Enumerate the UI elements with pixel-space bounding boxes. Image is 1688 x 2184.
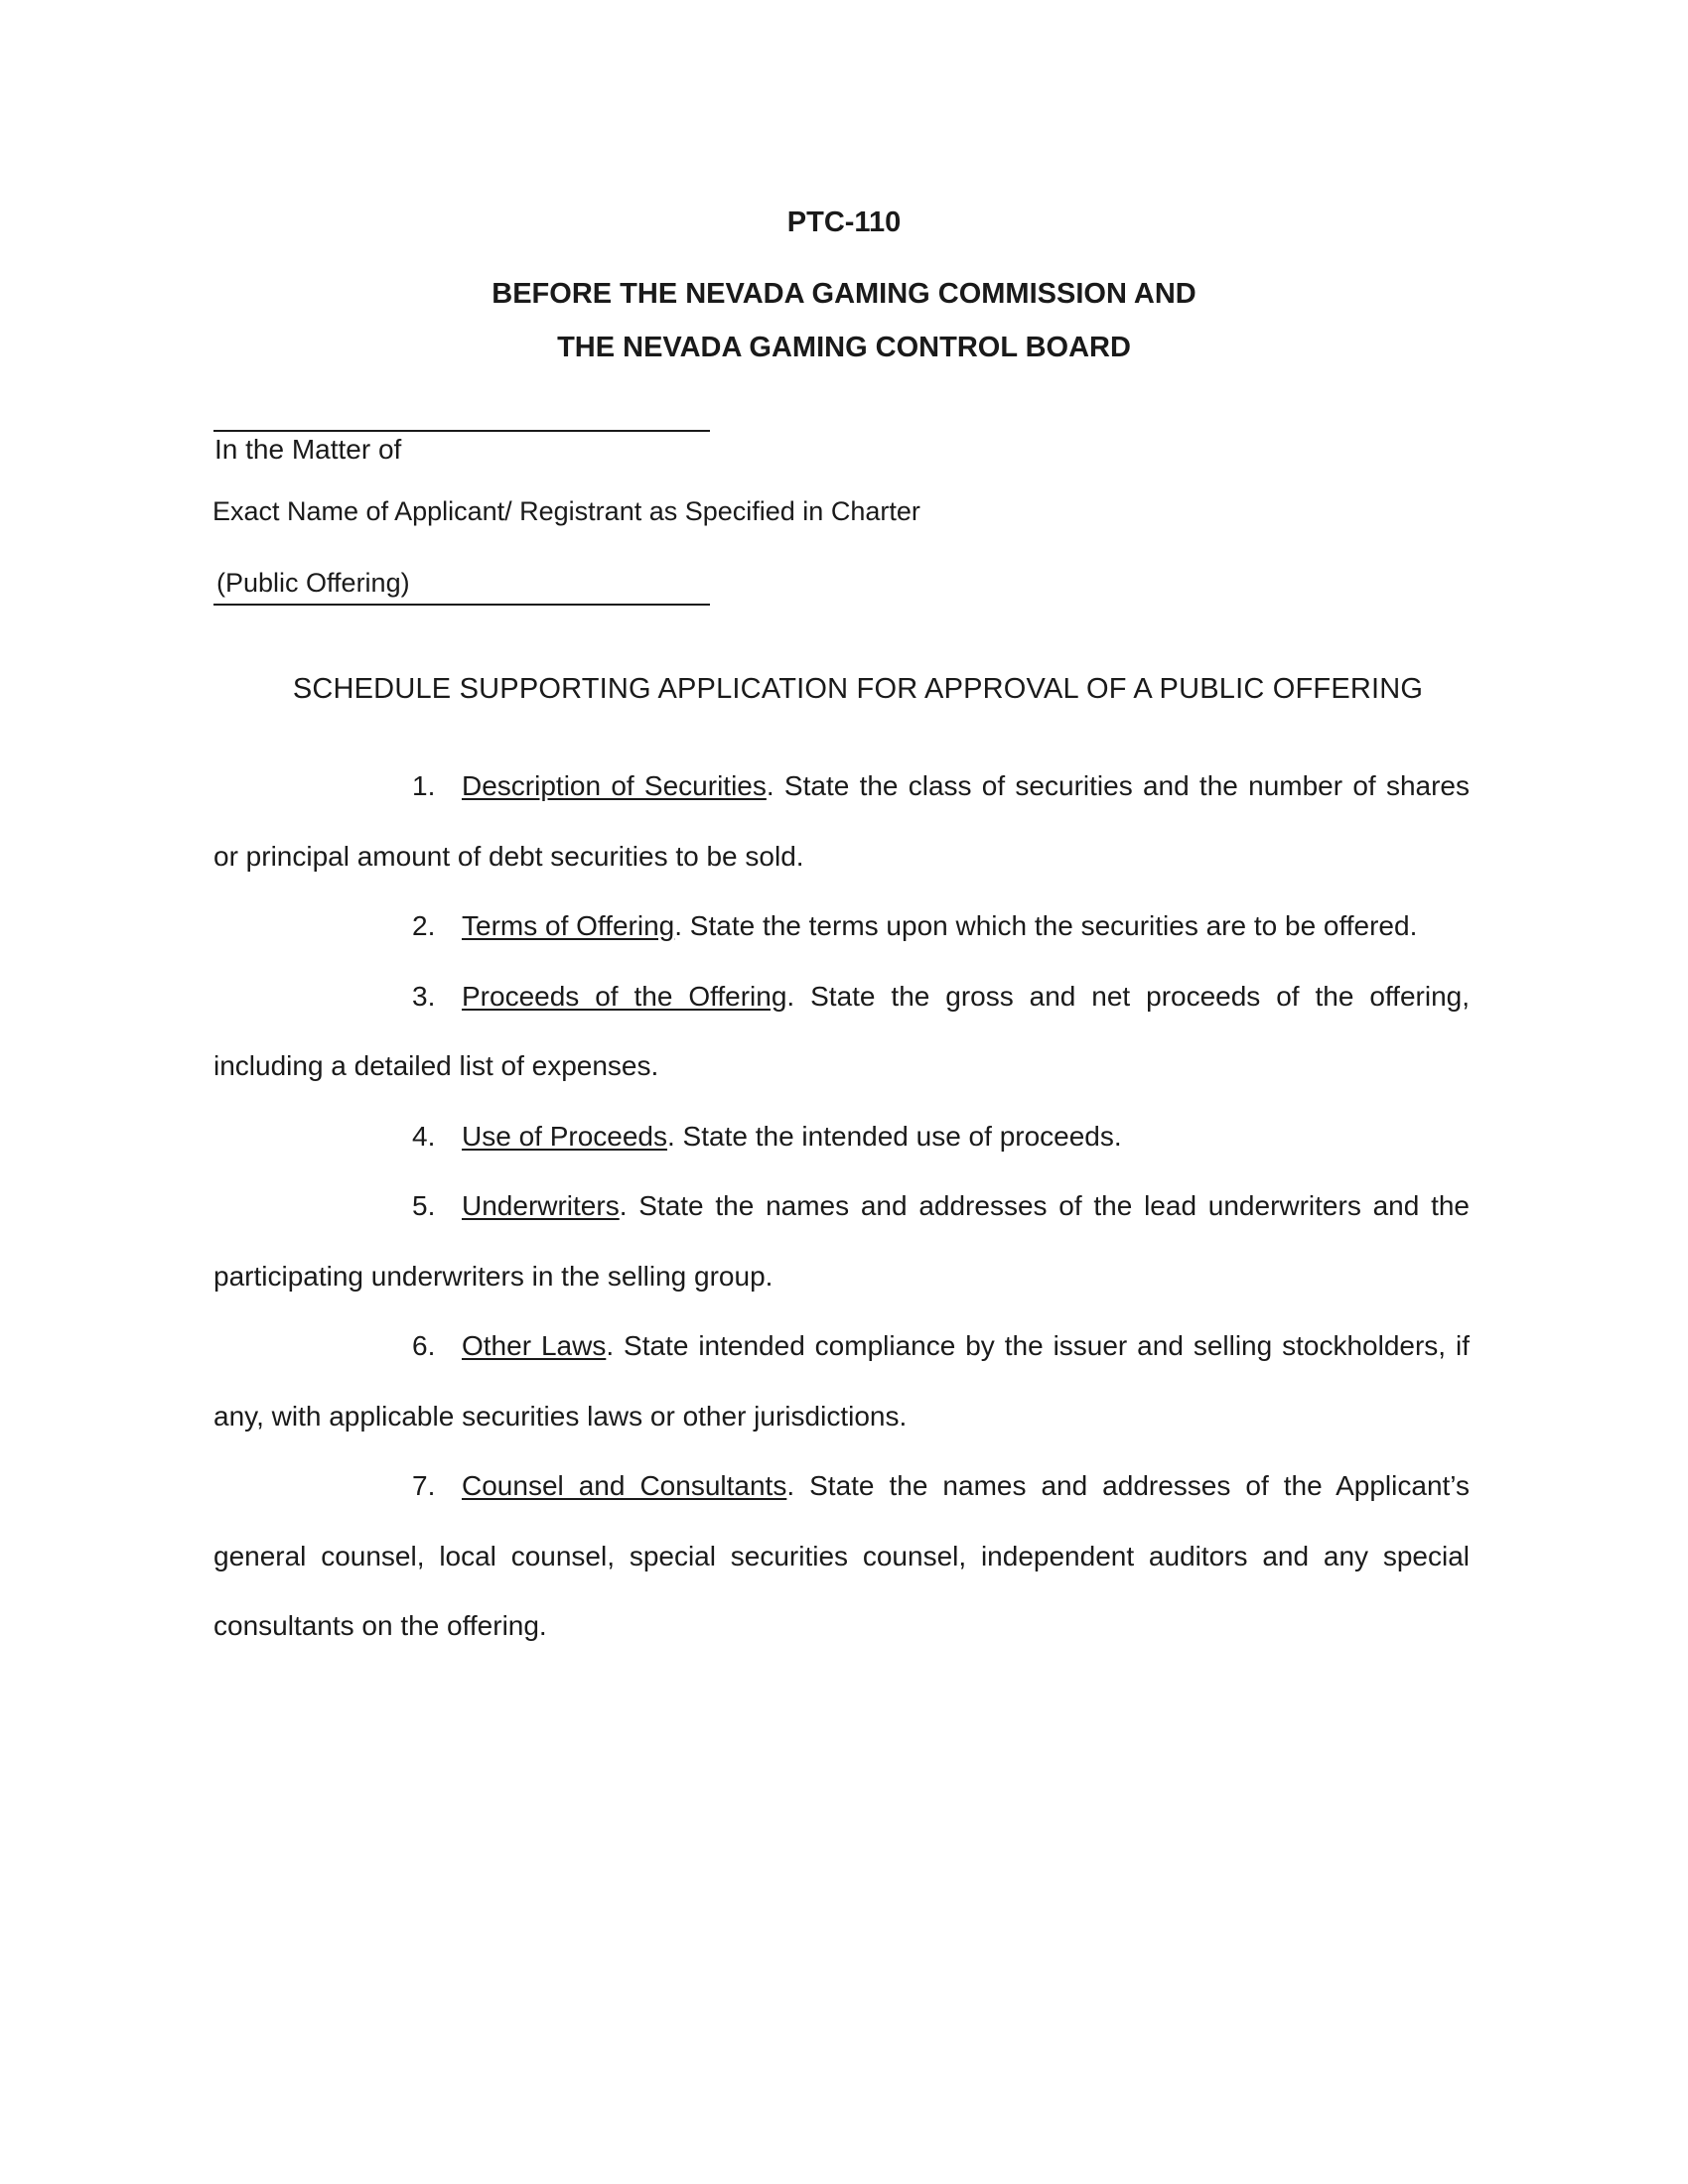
schedule-item-1 bbox=[213, 751, 1470, 891]
schedule-item-6 bbox=[213, 1311, 1470, 1451]
schedule-title: SCHEDULE SUPPORTING APPLICATION FOR APPROVAL OF A PUBLIC OFFERING bbox=[292, 673, 1424, 705]
schedule-item-3 bbox=[213, 962, 1470, 1102]
item-number: 6. bbox=[412, 1330, 436, 1361]
form-id: PTC-110 bbox=[786, 206, 902, 238]
item-text: . State the terms upon which the securities are to be offered. bbox=[674, 910, 1418, 941]
matter-top-rule bbox=[213, 430, 710, 432]
item-title: Terms of Offering bbox=[462, 910, 675, 941]
item-text: . State the class of securities and the number of shares or principal amount of debt securities to be sold. bbox=[213, 770, 1470, 872]
item-number: 7. bbox=[412, 1470, 436, 1501]
item-text: . State intended compliance by the issuer and selling stockholders, if any, with applicable securities laws or other jurisdictions. bbox=[213, 1330, 1471, 1432]
item-title: Counsel and Consultants bbox=[462, 1470, 787, 1501]
item-number: 4. bbox=[412, 1120, 436, 1152]
item-title: Proceeds of the Offering bbox=[462, 980, 787, 1012]
item-number: 1. bbox=[412, 770, 436, 801]
item-title: Use of Proceeds bbox=[462, 1120, 667, 1152]
schedule-item-5 bbox=[213, 1171, 1470, 1311]
schedule-item-7 bbox=[213, 1451, 1470, 1662]
item-text: . State the names and addresses of the Applicant’s general counsel, local counsel, special securities counsel, independent auditors and any special consultants on the offering. bbox=[213, 1470, 1471, 1641]
heading-line-1: BEFORE THE NEVADA GAMING COMMISSION AND bbox=[492, 278, 1196, 310]
applicant-name-caption: Exact Name of Applicant/ Registrant as Specified in Charter bbox=[212, 496, 920, 526]
item-text: . State the intended use of proceeds. bbox=[667, 1120, 1122, 1152]
item-number: 2. bbox=[412, 910, 436, 941]
item-title: Other Laws bbox=[462, 1330, 607, 1361]
item-title: Underwriters bbox=[462, 1190, 620, 1221]
heading-line-2: THE NEVADA GAMING CONTROL BOARD bbox=[557, 332, 1131, 363]
public-offering-label: (Public Offering) bbox=[216, 568, 410, 598]
schedule-item-4 bbox=[213, 1102, 1470, 1172]
in-the-matter-of-label: In the Matter of bbox=[214, 434, 402, 465]
item-title: Description of Securities bbox=[462, 770, 767, 801]
item-text: . State the gross and net proceeds of the offering, including a detailed list of expenses. bbox=[213, 980, 1470, 1081]
item-number: 5. bbox=[412, 1190, 436, 1221]
item-text: . State the names and addresses of the lead underwriters and the participating underwriters in the selling group. bbox=[213, 1190, 1470, 1292]
schedule-item-2 bbox=[213, 891, 1470, 962]
matter-bottom-rule bbox=[213, 604, 710, 606]
schedule-items bbox=[213, 751, 1470, 1662]
item-number: 3. bbox=[412, 980, 436, 1012]
